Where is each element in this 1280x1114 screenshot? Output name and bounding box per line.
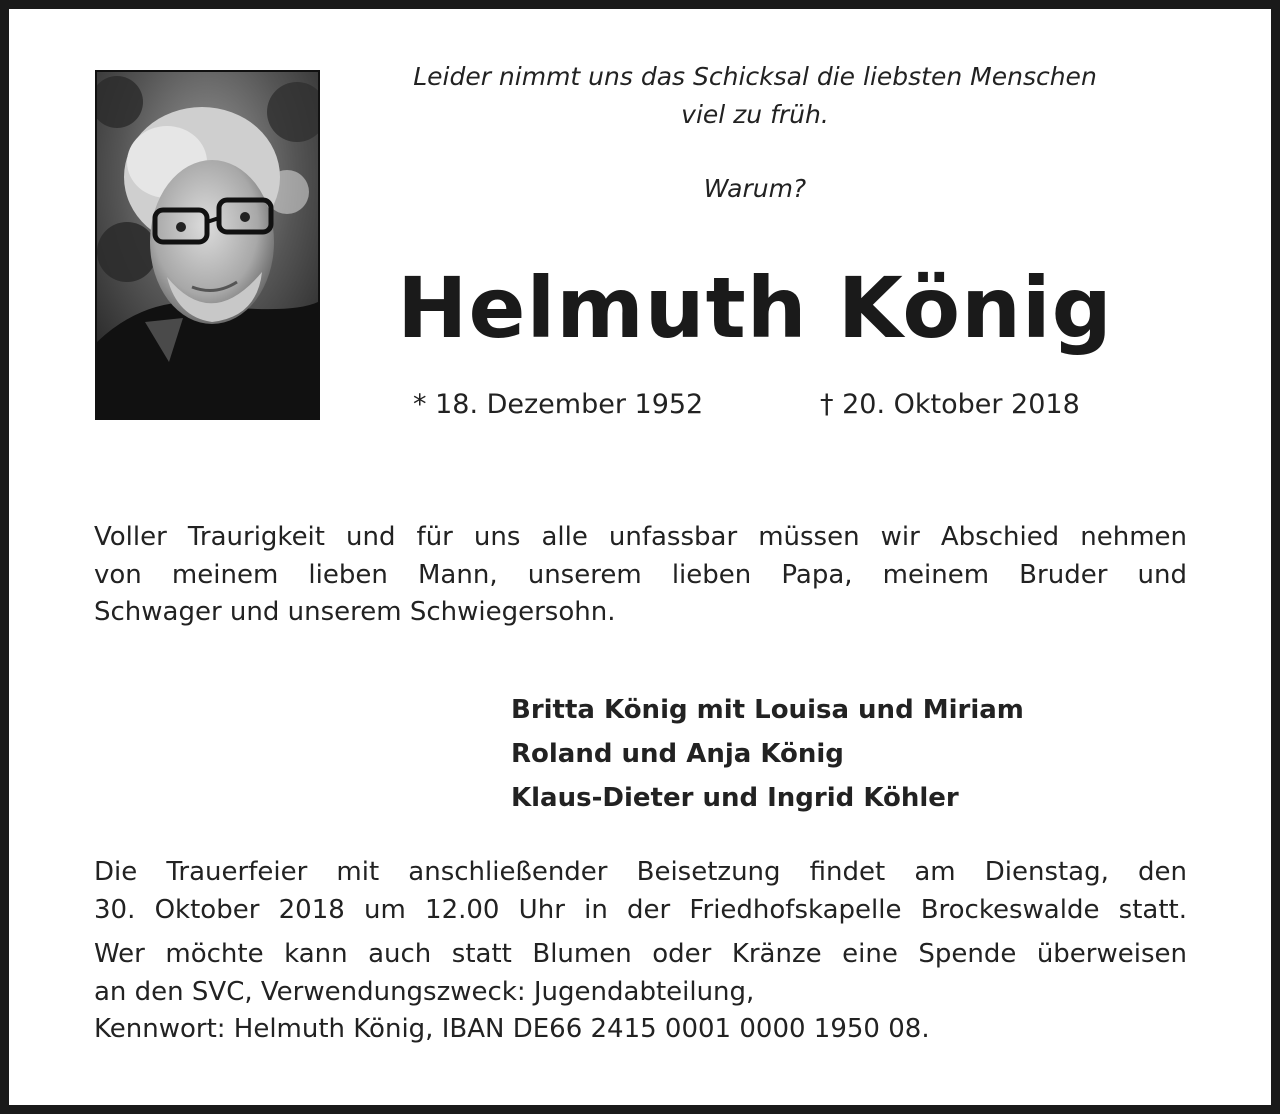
death-date: † 20. Oktober 2018 xyxy=(820,389,1080,420)
service-paragraph xyxy=(94,854,1187,929)
family-line-1: Britta König mit Louisa und Miriam xyxy=(511,695,1024,725)
family-signatures xyxy=(511,688,1024,820)
portrait-photo xyxy=(95,70,320,420)
donation-line-3: Kennwort: Helmuth König, IBAN DE66 2415 0001 0000 1950 08. xyxy=(94,1014,930,1044)
donation-line-1: Wer möchte kann auch statt Blumen oder Kränze eine Spende überweisen xyxy=(94,939,1187,969)
intro-line-3: Schwager und unserem Schwiegersohn. xyxy=(94,597,616,627)
service-line-2: 30. Oktober 2018 um 12.00 Uhr in der Friedhofskapelle Brockeswalde statt. xyxy=(94,894,1187,925)
quote xyxy=(340,58,1170,134)
quote-question: Warum? xyxy=(703,174,807,203)
donation-paragraph xyxy=(94,936,1187,1049)
family-line-2: Roland und Anja König xyxy=(511,739,844,769)
service-line-1: Die Trauerfeier mit anschließender Beisetzung findet am Dienstag, den xyxy=(94,857,1187,887)
quote-line-2: viel zu früh. xyxy=(681,100,829,129)
deceased-name: Helmuth König xyxy=(397,259,1113,357)
quote-line-1: Leider nimmt uns das Schicksal die liebsten Menschen xyxy=(413,62,1097,91)
intro-line-2: von meinem lieben Mann, unserem lieben Papa, meinem Bruder und xyxy=(94,559,1187,590)
donation-line-2: an den SVC, Verwendungszweck: Jugendabteilung, xyxy=(94,976,755,1007)
birth-date: * 18. Dezember 1952 xyxy=(413,389,704,420)
family-line-3: Klaus-Dieter und Ingrid Köhler xyxy=(511,783,959,813)
intro-line-1: Voller Traurigkeit und für uns alle unfassbar müssen wir Abschied nehmen xyxy=(94,522,1187,552)
intro-paragraph xyxy=(94,519,1187,632)
